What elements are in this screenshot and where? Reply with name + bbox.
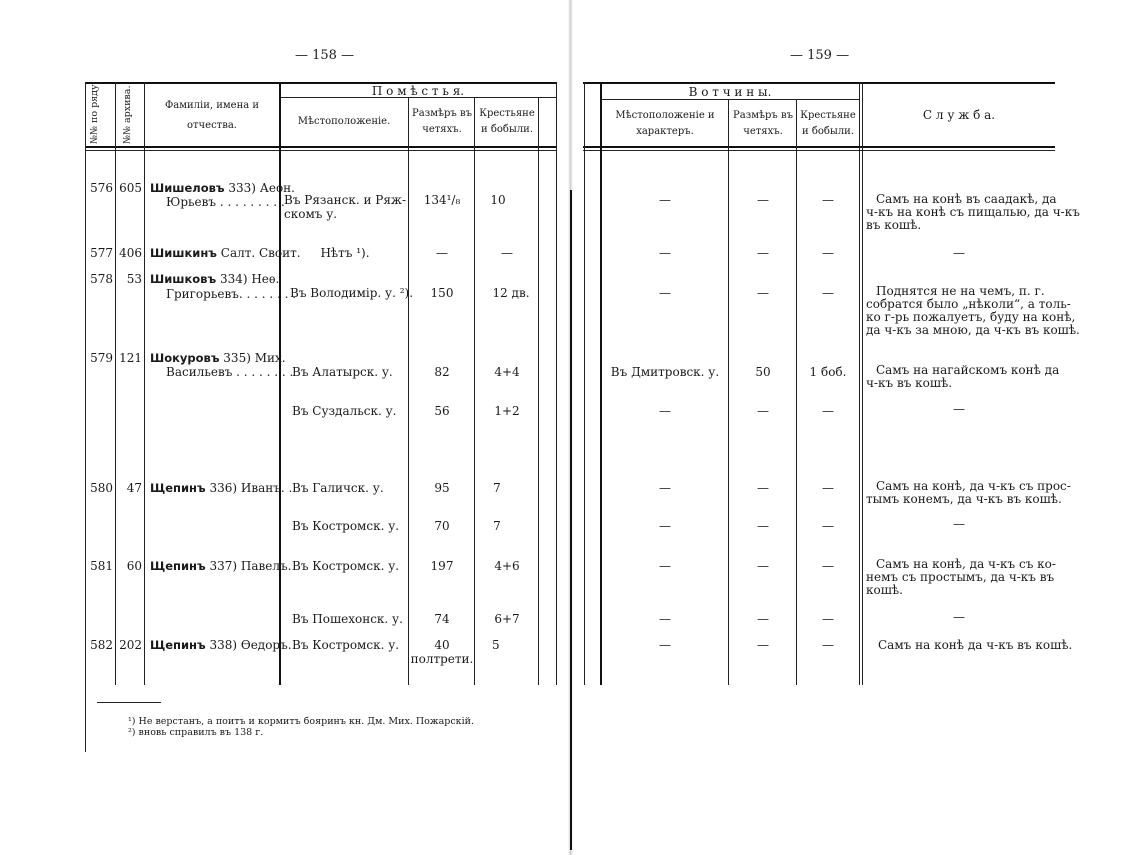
archive-number: 121: [119, 351, 142, 365]
header-names-1: Фамилiи, имена и: [164, 100, 260, 111]
name-rest: 333) Аеон.: [228, 181, 295, 195]
surname: Щепинъ: [150, 638, 206, 652]
peasants-value: 1+2: [494, 404, 520, 418]
row-number: 577: [90, 246, 113, 260]
location: Въ Костромск. у.: [292, 559, 400, 573]
header-service: С л у ж б а.: [922, 108, 996, 122]
name-rest: 336) Иванъ. .: [209, 481, 293, 495]
person-name: [150, 559, 291, 573]
size-value: —: [436, 246, 448, 260]
surname: Шишеловъ: [150, 181, 225, 195]
peasants-value: —: [822, 612, 834, 626]
gutter-line: [570, 190, 572, 850]
left-col-rule-4: [408, 97, 409, 685]
size-value: —: [757, 286, 769, 300]
person-name: [150, 181, 295, 195]
service-line: Поднятся не на чемъ, п. г.: [876, 284, 1045, 298]
header-location-1: Мѣстоположенiе и: [615, 110, 715, 121]
peasants-value: 4+4: [494, 365, 520, 379]
service-line: ч-къ въ кошѣ.: [866, 376, 953, 390]
row-number: 578: [90, 272, 113, 286]
service-text: [866, 364, 1059, 390]
row-number: 582: [90, 638, 113, 652]
person-name-cont: Васильевъ . . . . . . . .: [166, 365, 294, 379]
service-line: да ч-къ за мною, да ч-къ въ кошѣ.: [866, 323, 1080, 337]
peasants-value: 12 дв.: [492, 286, 530, 300]
name-rest: 334) Неѳ.: [219, 272, 280, 286]
size-value: 40: [434, 638, 450, 652]
footnote-2: ²) вновь справилъ въ 138 г.: [128, 727, 264, 738]
header-peasants-1: Крестьяне: [479, 108, 535, 119]
header-size-1: Размѣръ въ: [733, 110, 793, 121]
right-col-rule-3: [728, 99, 729, 685]
location: —: [659, 193, 671, 207]
right-col-rule-5: [859, 82, 860, 685]
service-text: [866, 285, 1080, 337]
size-value: —: [757, 193, 769, 207]
location: —: [659, 519, 671, 533]
size-value: 150: [430, 286, 454, 300]
left-col-rule-1: [115, 82, 116, 685]
right-col-rule-1: [584, 82, 585, 685]
row-number: 580: [90, 481, 113, 495]
size-value: 95: [434, 481, 450, 495]
size-value: 50: [755, 365, 771, 379]
location: Въ Суздальск. у.: [292, 404, 397, 418]
service-line: собратся было „нѣколи“, а толь-: [866, 297, 1071, 311]
location: Въ Рязанск. и Ряж-: [284, 193, 407, 207]
surname: Шокуровъ: [150, 351, 220, 365]
left-col-rule-5: [474, 97, 475, 685]
size-value: —: [757, 638, 769, 652]
location: Въ Пошехонск. у.: [292, 612, 403, 626]
person-name: [150, 351, 286, 365]
row-number: 579: [90, 351, 113, 365]
header-num-order: №№ по ряду.: [89, 81, 100, 144]
header-location-2: характеръ.: [636, 126, 694, 137]
right-col-rule-4: [796, 99, 797, 685]
peasants-value: 1 боб.: [809, 365, 847, 379]
service-line: ко г-рь пожалуетъ, буду на конѣ,: [866, 310, 1076, 324]
surname: Шишкинъ: [150, 246, 217, 260]
header-num-archive: №№ архива.: [122, 85, 133, 144]
footnote-rule: [97, 702, 161, 703]
service-text: [866, 480, 1071, 506]
service-line: Самъ на конѣ, да ч-къ съ прос-: [876, 479, 1071, 493]
size-value: —: [757, 559, 769, 573]
service-text: —: [953, 610, 965, 624]
archive-number: 605: [119, 181, 142, 195]
right-sub-rule: [600, 99, 860, 100]
header-peasants-2: и бобыли.: [480, 124, 534, 135]
size-value: 70: [434, 519, 450, 533]
name-rest: 335) Мих.: [223, 351, 286, 365]
service-text: [866, 193, 1080, 232]
row-number: 581: [90, 559, 113, 573]
archive-number: 47: [126, 481, 142, 495]
size-value: 82: [434, 365, 450, 379]
location-cont: скомъ у.: [284, 207, 338, 221]
header-size-2: четяхъ.: [422, 124, 462, 135]
service-line: немъ съ простымъ, да ч-къ въ: [866, 570, 1055, 584]
location: Въ Алатырск. у.: [292, 365, 393, 379]
header-votchiny: В о т ч и н ы.: [688, 85, 772, 99]
location: —: [659, 612, 671, 626]
person-name-cont: Григорьевъ. . . . . . . .: [166, 287, 297, 301]
location: —: [659, 481, 671, 495]
size-value: —: [757, 481, 769, 495]
header-size-2: четяхъ.: [743, 126, 783, 137]
peasants-value: 10: [490, 193, 506, 207]
right-col-rule-2: [600, 82, 602, 685]
location: —: [659, 286, 671, 300]
location: Въ Костромск. у.: [292, 519, 400, 533]
person-name: [150, 638, 292, 652]
name-rest: 338) Ѳедоръ.: [209, 638, 292, 652]
right-col-rule-6: [862, 82, 863, 685]
size-value: —: [757, 404, 769, 418]
peasants-value: 6+7: [494, 612, 520, 626]
left-col-rule-2: [144, 82, 145, 685]
header-pomestya: П о м ѣ с т ь я.: [371, 84, 465, 98]
archive-number: 53: [126, 272, 142, 286]
header-names-2: отчества.: [187, 120, 237, 131]
location: Въ Дмитровск. у.: [610, 365, 720, 379]
archive-number: 60: [126, 559, 142, 573]
location: —: [659, 246, 671, 260]
archive-number: 202: [119, 638, 142, 652]
right-header-rule-2: [583, 150, 1055, 151]
left-header-rule-2: [85, 150, 557, 151]
peasants-value: 4+6: [494, 559, 520, 573]
surname: Шишковъ: [150, 272, 217, 286]
peasants-value: —: [822, 404, 834, 418]
service-text: —: [953, 246, 965, 260]
peasants-value: 7: [493, 481, 501, 495]
location: Нѣтъ ¹).: [320, 246, 370, 260]
left-header-rule: [85, 146, 557, 148]
location: Въ Володимiр. у. ²).: [290, 286, 414, 300]
service-line: Самъ на конѣ, да ч-къ съ ко-: [876, 557, 1056, 571]
service-line: кошѣ.: [866, 583, 903, 597]
right-header-rule: [583, 146, 1055, 148]
surname: Щепинъ: [150, 559, 206, 573]
header-peasants-2: и бобыли.: [801, 126, 855, 137]
size-value: 197: [430, 559, 454, 573]
left-col-rule-6: [538, 97, 539, 685]
size-value-cont: полтрети.: [410, 652, 474, 666]
size-value: 56: [434, 404, 450, 418]
person-name-cont: Юрьевъ . . . . . . . . .: [166, 195, 285, 209]
right-top-rule: [583, 82, 1055, 84]
size-value: —: [757, 519, 769, 533]
footnote-1: ¹) Не верстанъ, а поитъ и кормитъ бояринъ кн. Дм. Мих. Пожарскiй.: [128, 716, 474, 727]
location: —: [659, 559, 671, 573]
peasants-value: —: [822, 559, 834, 573]
size-value: 74: [434, 612, 450, 626]
service-text: —: [953, 402, 965, 416]
size-value: —: [757, 612, 769, 626]
service-text: Самъ на конѣ да ч-къ въ кошѣ.: [878, 638, 1073, 652]
service-line: ч-къ на конѣ съ пищалью, да ч-къ: [866, 205, 1080, 219]
header-peasants-1: Крестьяне: [800, 110, 856, 121]
page-number-right: — 159 —: [790, 48, 850, 63]
peasants-value: —: [501, 246, 513, 260]
peasants-value: —: [822, 286, 834, 300]
name-rest: Салт. Своит.: [220, 246, 301, 260]
person-name: [150, 246, 301, 260]
peasants-value: 7: [493, 519, 501, 533]
service-line: Самъ на нагайскомъ конѣ да: [876, 363, 1060, 377]
surname: Щепинъ: [150, 481, 206, 495]
location: —: [659, 404, 671, 418]
person-name: [150, 272, 279, 286]
service-line: тымъ конемъ, да ч-къ въ кошѣ.: [866, 492, 1062, 506]
location: Въ Галичск. у.: [292, 481, 384, 495]
peasants-value: 5: [492, 638, 500, 652]
size-value: 134¹/₈: [423, 193, 461, 207]
peasants-value: —: [822, 246, 834, 260]
service-text: [866, 558, 1056, 597]
peasants-value: —: [822, 481, 834, 495]
size-value: —: [757, 246, 769, 260]
left-col-rule-7: [556, 82, 557, 685]
service-line: Самъ на конѣ въ саадакѣ, да: [876, 192, 1057, 206]
name-rest: 337) Павелъ.: [209, 559, 292, 573]
left-col-rule-3: [279, 82, 281, 685]
header-location: Мѣстоположенiе.: [297, 116, 391, 127]
header-size-1: Размѣръ въ: [412, 108, 472, 119]
service-text: —: [953, 517, 965, 531]
service-line: въ кошѣ.: [866, 218, 922, 232]
location: —: [659, 638, 671, 652]
peasants-value: —: [822, 193, 834, 207]
peasants-value: —: [822, 519, 834, 533]
peasants-value: —: [822, 638, 834, 652]
row-number: 576: [90, 181, 113, 195]
location: Въ Костромск. у.: [292, 638, 400, 652]
person-name: [150, 481, 292, 495]
archive-number: 406: [119, 246, 142, 260]
page-number-left: — 158 —: [295, 48, 355, 63]
